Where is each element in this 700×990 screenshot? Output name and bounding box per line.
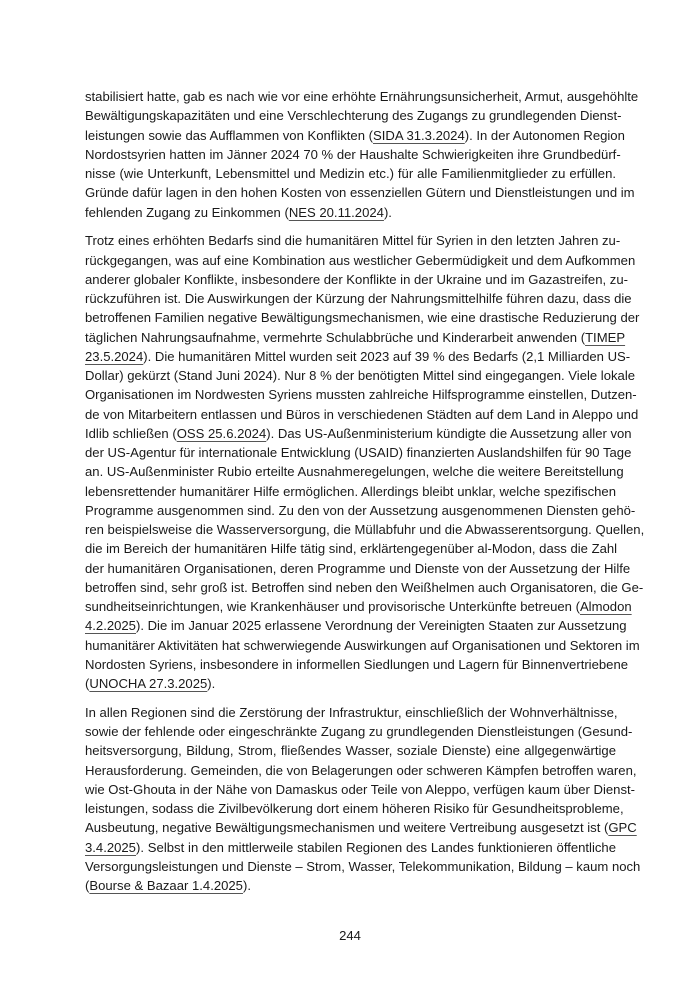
text-line (85, 838, 616, 857)
text-segment: humanitärer Aktivitäten hat schwerwiegende Auswirkungen auf Organisationen und Sektoren im (85, 637, 640, 653)
source-citation-link[interactable]: OSS 25.6.2024 (176, 425, 267, 441)
text-segment: sowie der fehlende oder eingeschränkte Zugang zu grundlegenden Dienstleistungen (Gesund- (85, 724, 633, 739)
text-segment: betroffen sind, sehr groß ist. Betroffen sind neben den Weißhelmen auch Organisatoren, die Ge- (85, 579, 644, 595)
text-segment: die im Bereich der humanitären Hilfe tätig sind, erklärtengegenüber al-Modon, dass die Zahl (85, 541, 618, 557)
text-line (85, 183, 635, 202)
text-line (85, 164, 616, 183)
text-segment: ). Die humanitären Mittel wurden seit 2023 auf 39 % des Bedarfs (2,1 Milliarden US- (143, 348, 631, 364)
text-line (85, 761, 637, 780)
text-segment: Herausforderung. Gemeinden, die von Belagerungen oder schweren Kämpfen betroffen waren, (85, 762, 637, 778)
text-line (85, 501, 636, 520)
text-segment: wie Ost-Ghouta in der Nähe von Damaskus oder Teile von Aleppo, verfügen kaum über Dienst- (85, 781, 635, 797)
text-line (85, 203, 616, 222)
text-segment: ). Die im Januar 2025 erlassene Verordnung der Vereinigten Staaten zur Aussetzung (135, 618, 627, 634)
text-segment: Bewältigungskapazitäten und eine Verschlechterung des Zugangs zu grundlegenden Dienst- (85, 108, 622, 124)
page-number: 244 (339, 928, 361, 943)
text-segment: ). Selbst in den mittlerweile stabilen Regionen des Landes funktionieren öffentliche (135, 839, 616, 855)
text-segment: leistungen sowie das Aufflammen von Konflikten ( (85, 127, 373, 143)
text-segment: ). (383, 204, 392, 220)
text-segment: heitsversorgung, Bildung, Strom, fließendes Wasser, soziale Dienste) eine allgegenwärtige (85, 743, 616, 759)
text-line (85, 578, 644, 597)
text-segment: anderer globaler Konflikte, insbesondere der Konflikte in der Ukraine und im Gazastreifen, zu- (85, 271, 628, 287)
text-segment: sundheitseinrichtungen, wie Krankenhäuser und provisorische Unterkünfte betreuen ( (85, 599, 580, 614)
source-citation-link[interactable]: Almodon (579, 599, 632, 614)
text-segment: fehlenden Zugang zu Einkommen ( (85, 204, 289, 220)
text-line (85, 308, 640, 327)
text-line (85, 539, 616, 558)
source-citation-link[interactable]: 4.2.2025 (85, 618, 136, 634)
text-line (85, 780, 635, 799)
text-line (85, 424, 632, 443)
text-line (85, 405, 639, 424)
text-segment: Organisationen im Nordwesten Syriens mussten zahlreiche Hilfsprogramme einstellen, Dutzen- (85, 387, 637, 403)
text-line (85, 289, 632, 308)
text-line (85, 482, 616, 501)
text-line (85, 703, 616, 722)
text-segment: der US-Agentur für internationale Entwicklung (USAID) finanzierten Auslandshilfen für 90 Tage (85, 445, 632, 460)
text-segment: leistungen, sodass die Zivilbevölkerung dort einem höheren Risiko für Gesundheitsprobleme, (85, 801, 624, 816)
text-line (85, 126, 625, 145)
text-line (85, 366, 636, 385)
text-segment: Versorgungsleistungen und Dienste – Strom, Wasser, Telekommunikation, Bildung – kaum noch (85, 858, 641, 874)
text-segment: ). (207, 676, 216, 691)
text-segment: de von Mitarbeitern entlassen und Büros in verschiedenen Städten auf dem Land in Aleppo und (85, 406, 639, 422)
text-line (85, 818, 637, 837)
paragraph (85, 87, 639, 222)
text-segment: an. US-Außenminister Rubio erteilte Ausnahmeregelungen, welche die weitere Bereitstellung (85, 464, 624, 480)
text-segment: ren beispielsweise die Wasserversorgung, die Müllabfuhr und die Abwasserentsorgung. Quellen, (85, 522, 645, 537)
source-citation-link[interactable]: UNOCHA 27.3.2025 (89, 676, 208, 691)
paragraph (85, 231, 645, 693)
text-line (85, 106, 622, 125)
text-line (85, 87, 639, 106)
text-line (85, 231, 621, 250)
text-segment: In allen Regionen sind die Zerstörung der Infrastruktur, einschließlich der Wohnverhältnisse, (85, 704, 618, 720)
text-line (85, 145, 621, 164)
text-segment: rückzuführen ist. Die Auswirkungen der Kürzung der Nahrungsmittelhilfe führen dazu, dass die (85, 291, 632, 306)
text-line (85, 270, 628, 289)
text-line (85, 722, 633, 741)
text-segment: Programme ausgenommen sind. Zu den von der Aussetzung ausgenommenen Diensten gehö- (85, 502, 636, 518)
text-line (85, 347, 631, 366)
text-segment: stabilisiert hatte, gab es nach wie vor eine erhöhte Ernährungsunsicherheit, Armut, ausgehöhlte (85, 89, 639, 104)
source-citation-link[interactable]: 23.5.2024 (85, 348, 144, 364)
text-line (85, 520, 645, 539)
text-segment: nisse (wie Unterkunft, Lebensmittel und Medizin etc.) für alle Familienmitglieder zu erfüllen. (85, 166, 616, 181)
text-segment: Idlib schließen ( (85, 425, 177, 441)
text-line (85, 559, 631, 578)
source-citation-link[interactable]: SIDA 31.3.2024 (373, 127, 465, 143)
text-line (85, 385, 637, 404)
text-segment: lebensrettender humanitärer Hilfe ermöglichen. Allerdings bleibt unklar, welche spezifischen (85, 483, 616, 499)
text-segment: Nordosten Syriens, insbesondere in informellen Siedlungen und Lagern für Binnenvertriebene (85, 656, 629, 672)
text-line (85, 443, 632, 462)
text-segment: rückgegangen, was auf eine Kombination aus westlicher Gebermüdigkeit und dem Aufkommen (85, 252, 636, 268)
text-line (85, 655, 629, 674)
text-segment: Gründe dafür lagen in den hohen Kosten von essenziellen Gütern und Dienstleistungen und im (85, 185, 635, 201)
source-citation-link[interactable]: NES 20.11.2024 (288, 204, 384, 220)
text-segment: Trotz eines erhöhten Bedarfs sind die humanitären Mittel für Syrien in den letzten Jahren zu- (85, 233, 621, 249)
text-segment: ). In der Autonomen Region (464, 127, 625, 143)
text-line (85, 857, 641, 876)
text-segment: betroffenen Familien negative Bewältigungsmechanismen, wie eine drastische Reduzierung der (85, 310, 640, 326)
text-line (85, 462, 624, 481)
source-citation-link[interactable]: GPC (608, 820, 637, 836)
text-line (85, 741, 616, 760)
text-segment: der humanitären Organisationen, deren Programme und Dienste von der Aussetzung der Hilfe (85, 560, 631, 576)
text-line (85, 616, 627, 635)
text-segment: Ausbeutung, negative Bewältigungsmechanismen und weitere Vertreibung ausgesetzt ist ( (85, 820, 609, 836)
text-segment: ). (242, 878, 251, 893)
text-segment: Nordostsyrien hatten im Jänner 2024 70 % der Haushalte Schwierigkeiten ihre Grundbedürf- (85, 146, 621, 162)
text-line (85, 251, 636, 270)
text-line (85, 876, 616, 895)
paragraph (85, 703, 641, 896)
source-citation-link[interactable]: 3.4.2025 (85, 839, 136, 855)
text-line (85, 328, 626, 347)
text-segment: ). Das US-Außenministerium kündigte die Aussetzung aller von (266, 425, 632, 441)
text-segment: täglichen Nahrungsaufnahme, vermehrte Schulabbrüche und Kinderarbeit anwenden ( (85, 329, 586, 345)
text-segment: ( (85, 878, 90, 893)
text-line (85, 636, 640, 655)
text-segment: ( (85, 676, 90, 691)
text-line (85, 674, 616, 693)
text-segment: Dollar) gekürzt (Stand Juni 2024). Nur 8 % der benötigten Mittel sind eingegangen. Viele lokale (85, 368, 636, 383)
text-line (85, 597, 632, 616)
text-line (85, 799, 624, 818)
document-body (85, 87, 645, 905)
source-citation-link[interactable]: Bourse & Bazaar 1.4.2025 (89, 878, 243, 893)
source-citation-link[interactable]: TIMEP (585, 329, 626, 345)
